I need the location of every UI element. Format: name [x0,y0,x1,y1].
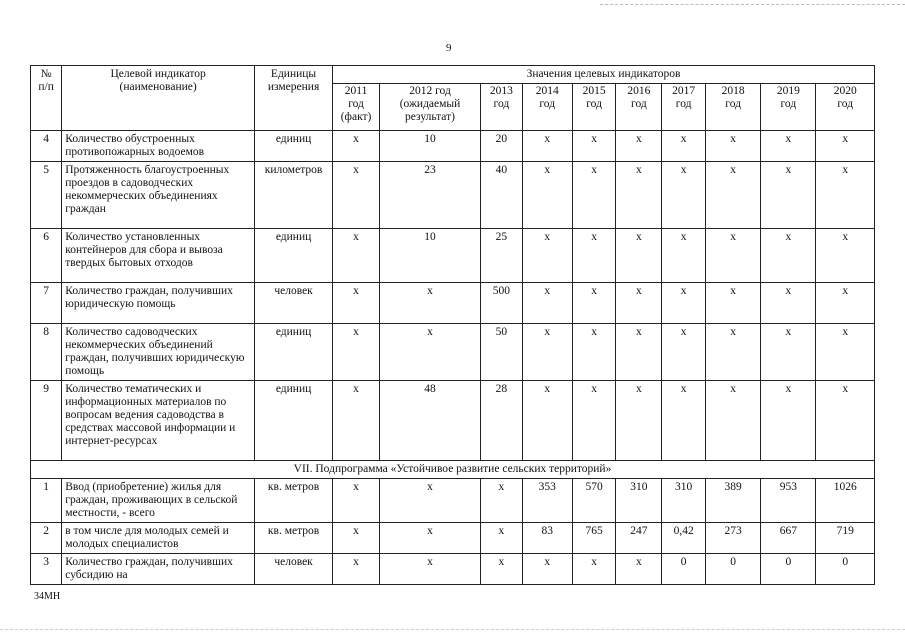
header-values: Значения целевых индикаторов [333,66,875,84]
header-year-5: 2016 год [616,84,662,131]
value-cell: х [333,523,380,554]
value-cell: х [572,554,616,585]
value-cell: х [572,324,616,381]
value-cell: х [616,381,662,461]
value-cell: х [572,283,616,324]
table-row [31,162,875,229]
header-year-9: 2020 год [816,84,875,131]
unit-cell: единиц [254,381,332,461]
header-year-3: 2014 год [522,84,572,131]
value-cell: 1026 [816,479,875,523]
value-cell: х [662,162,706,229]
header-year-8: 2019 год [761,84,816,131]
value-cell: х [706,131,761,162]
value-cell: х [333,479,380,523]
value-cell: х [662,381,706,461]
table-row [31,131,875,162]
unit-cell: единиц [254,229,332,283]
value-cell: х [333,162,380,229]
table-row [31,479,875,523]
row-number: 9 [31,381,62,461]
indicator-name: Ввод (приобретение) жилья для граждан, проживающих в сельской местности, - всего [62,479,255,523]
value-cell: х [616,162,662,229]
section-row [31,461,875,479]
row-number: 6 [31,229,62,283]
table-row [31,381,875,461]
indicator-name: Количество тематических и информационных материалов по вопросам ведения садоводства в средствах массовой информации и интернет-ресурсах [62,381,255,461]
value-cell: 48 [379,381,480,461]
value-cell: 10 [379,229,480,283]
value-cell: х [662,229,706,283]
value-cell: х [761,229,816,283]
value-cell: х [816,381,875,461]
row-number: 7 [31,283,62,324]
table-row [31,554,875,585]
value-cell: х [379,324,480,381]
value-cell: 40 [481,162,523,229]
value-cell: х [333,131,380,162]
header-year-2: 2013 год [481,84,523,131]
header-row-1 [31,66,875,84]
header-year-6: 2017 год [662,84,706,131]
unit-cell: кв. метров [254,523,332,554]
value-cell: х [761,162,816,229]
value-cell: х [662,131,706,162]
row-number: 8 [31,324,62,381]
scan-edge-top [600,4,905,5]
value-cell: х [379,283,480,324]
value-cell: х [572,381,616,461]
footer-code: 34МН [34,591,61,602]
value-cell: х [333,283,380,324]
value-cell: х [616,283,662,324]
value-cell: 0 [761,554,816,585]
value-cell: х [706,324,761,381]
row-number: 3 [31,554,62,585]
value-cell: 273 [706,523,761,554]
value-cell: х [522,283,572,324]
value-cell: х [379,523,480,554]
value-cell: 23 [379,162,480,229]
row-number: 4 [31,131,62,162]
unit-cell: кв. метров [254,479,332,523]
table-row [31,324,875,381]
row-number: 5 [31,162,62,229]
value-cell: х [522,131,572,162]
value-cell: х [662,283,706,324]
value-cell: 10 [379,131,480,162]
row-number: 1 [31,479,62,523]
value-cell: х [481,554,523,585]
value-cell: х [706,229,761,283]
value-cell: х [816,229,875,283]
value-cell: х [522,229,572,283]
value-cell: 0,42 [662,523,706,554]
indicator-name: Количество граждан, получивших субсидию на [62,554,255,585]
value-cell: 719 [816,523,875,554]
value-cell: х [706,283,761,324]
unit-cell: километров [254,162,332,229]
value-cell: х [816,324,875,381]
header-number: № п/п [31,66,62,131]
header-year-7: 2018 год [706,84,761,131]
indicator-name: Количество установленных контейнеров для сбора и вывоза твердых бытовых отходов [62,229,255,283]
header-year-4: 2015 год [572,84,616,131]
value-cell: 0 [816,554,875,585]
value-cell: х [333,554,380,585]
value-cell: х [761,283,816,324]
value-cell: х [816,162,875,229]
row-number: 2 [31,523,62,554]
value-cell: х [572,131,616,162]
page-number: 9 [446,42,452,54]
value-cell: х [379,554,480,585]
unit-cell: единиц [254,131,332,162]
header-year-1: 2012 год (ожидаемый результат) [379,84,480,131]
value-cell: 310 [616,479,662,523]
indicator-name: Количество граждан, получивших юридическую помощь [62,283,255,324]
value-cell: х [522,381,572,461]
value-cell: 500 [481,283,523,324]
value-cell: 28 [481,381,523,461]
value-cell: 765 [572,523,616,554]
value-cell: 353 [522,479,572,523]
value-cell: х [333,381,380,461]
value-cell: 83 [522,523,572,554]
value-cell: х [481,479,523,523]
value-cell: х [761,324,816,381]
value-cell: 0 [706,554,761,585]
value-cell: х [706,162,761,229]
indicator-name: в том числе для молодых семей и молодых специалистов [62,523,255,554]
header-unit: Единицы измерения [254,66,332,131]
indicator-name: Количество садоводческих некоммерческих объединений граждан, получивших юридическую помощь [62,324,255,381]
indicator-name: Протяженность благоустроенных проездов в садоводческих некоммерческих объединениях граждан [62,162,255,229]
value-cell: х [379,479,480,523]
table-row [31,283,875,324]
value-cell: х [572,229,616,283]
value-cell: 310 [662,479,706,523]
value-cell: х [761,381,816,461]
value-cell: х [616,229,662,283]
value-cell: х [816,131,875,162]
value-cell: х [662,324,706,381]
unit-cell: человек [254,554,332,585]
value-cell: х [616,324,662,381]
table-row [31,229,875,283]
unit-cell: человек [254,283,332,324]
value-cell: х [333,324,380,381]
value-cell: 20 [481,131,523,162]
indicator-name: Количество обустроенных противопожарных водоемов [62,131,255,162]
value-cell: х [522,162,572,229]
value-cell: х [761,131,816,162]
value-cell: х [816,283,875,324]
value-cell: 570 [572,479,616,523]
value-cell: х [522,324,572,381]
value-cell: 0 [662,554,706,585]
table-row [31,523,875,554]
value-cell: х [706,381,761,461]
header-year-0: 2011 год (факт) [333,84,380,131]
value-cell: 247 [616,523,662,554]
scan-edge-bottom [0,629,905,630]
value-cell: х [522,554,572,585]
value-cell: 667 [761,523,816,554]
value-cell: 50 [481,324,523,381]
value-cell: х [616,131,662,162]
unit-cell: единиц [254,324,332,381]
indicators-table [30,65,875,585]
value-cell: 953 [761,479,816,523]
value-cell: 389 [706,479,761,523]
value-cell: х [333,229,380,283]
value-cell: х [572,162,616,229]
header-indicator: Целевой индикатор (наименование) [62,66,255,131]
value-cell: 25 [481,229,523,283]
section-title: VII. Подпрограмма «Устойчивое развитие сельских территорий» [31,461,875,479]
value-cell: х [616,554,662,585]
value-cell: х [481,523,523,554]
